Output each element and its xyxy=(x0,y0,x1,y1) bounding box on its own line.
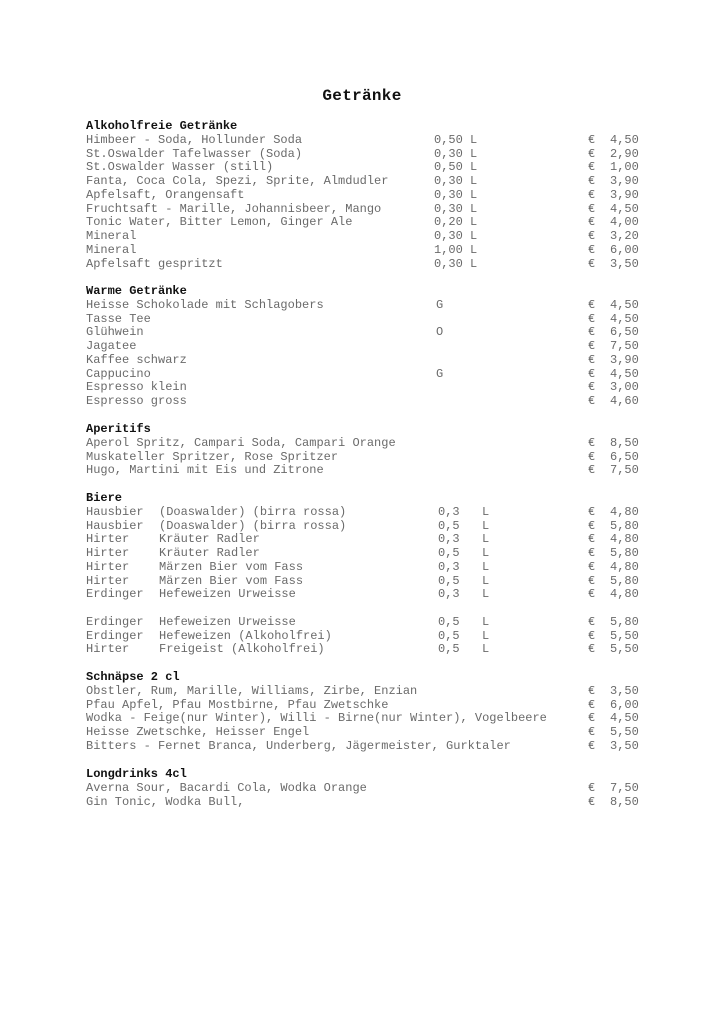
item-price: 4,80 xyxy=(610,532,639,547)
currency-symbol: € xyxy=(588,146,596,161)
currency-symbol: € xyxy=(588,366,596,381)
item-brand: Erdinger xyxy=(86,628,144,643)
menu-item xyxy=(86,299,646,313)
item-name: Heisse Zwetschke, Heisser Engel xyxy=(86,725,310,739)
menu-item xyxy=(86,520,646,534)
item-price: 4,80 xyxy=(610,587,639,602)
menu-item xyxy=(86,533,646,547)
item-price: 5,50 xyxy=(610,642,639,657)
menu-item xyxy=(86,630,646,644)
item-price: 3,20 xyxy=(610,229,639,243)
item-brand: Hirter xyxy=(86,642,130,657)
currency-symbol: € xyxy=(588,794,596,809)
item-brand: Hirter xyxy=(86,573,130,588)
item-volume: 0,30 L xyxy=(434,146,478,161)
item-volume: 0,5 xyxy=(438,642,460,657)
menu-item xyxy=(86,796,646,810)
section-warm xyxy=(86,285,646,409)
currency-symbol: € xyxy=(588,559,596,574)
currency-symbol: € xyxy=(588,463,596,478)
item-volume: 0,50 L xyxy=(434,160,478,175)
currency-symbol: € xyxy=(588,229,596,243)
currency-symbol: € xyxy=(588,380,596,395)
page-title: Getränke xyxy=(322,87,402,105)
item-volume: 0,3 xyxy=(438,587,460,602)
currency-symbol: € xyxy=(588,160,596,175)
item-price: 4,50 xyxy=(610,311,639,326)
item-name: Espresso klein xyxy=(86,380,187,395)
section-heading: Schnäpse 2 cl xyxy=(86,670,180,684)
currency-symbol: € xyxy=(588,546,596,560)
item-brand: Hausbier xyxy=(86,504,144,519)
item-name: Himbeer - Soda, Hollunder Soda xyxy=(86,132,303,147)
menu-item xyxy=(86,395,646,409)
item-price: 5,80 xyxy=(610,518,639,533)
currency-symbol: € xyxy=(588,311,596,326)
section-heading: Aperitifs xyxy=(86,422,151,436)
item-mark: G xyxy=(436,366,444,381)
currency-symbol: € xyxy=(588,780,596,795)
menu-item xyxy=(86,368,646,382)
menu-item xyxy=(86,547,646,561)
item-price: 4,50 xyxy=(610,201,639,216)
menu-item xyxy=(86,740,646,754)
item-name: Glühwein xyxy=(86,325,144,340)
item-name: St.Oswalder Tafelwasser (Soda) xyxy=(86,146,303,161)
item-price: 4,50 xyxy=(610,297,639,312)
menu-item xyxy=(86,782,646,796)
currency-symbol: € xyxy=(588,201,596,216)
item-name: Hefeweizen Urweisse xyxy=(159,587,296,602)
item-name: Bitters - Fernet Branca, Underberg, Jägermeister, Gurktaler xyxy=(86,738,511,753)
item-name: Kräuter Radler xyxy=(159,532,260,547)
item-price: 3,90 xyxy=(610,352,639,367)
currency-symbol: € xyxy=(588,325,596,340)
currency-symbol: € xyxy=(588,435,596,450)
item-volume: 0,30 L xyxy=(434,187,478,202)
menu-item xyxy=(86,313,646,327)
item-unit: L xyxy=(482,587,490,602)
item-name: Hefeweizen Urweisse xyxy=(159,614,296,629)
item-name: Aperol Spritz, Campari Soda, Campari Orange xyxy=(86,435,396,450)
menu-item xyxy=(86,561,646,575)
currency-symbol: € xyxy=(588,449,596,464)
item-price: 4,80 xyxy=(610,559,639,574)
item-name: Cappucino xyxy=(86,366,151,381)
item-brand: Hirter xyxy=(86,559,130,574)
item-brand: Hirter xyxy=(86,532,130,547)
item-price: 3,00 xyxy=(610,380,639,395)
item-name: Tasse Tee xyxy=(86,311,151,326)
menu-item xyxy=(86,575,646,589)
menu-item xyxy=(86,464,646,478)
item-unit: L xyxy=(482,614,490,629)
item-name: St.Oswalder Wasser (still) xyxy=(86,160,274,175)
item-name: Hugo, Martini mit Eis und Zitrone xyxy=(86,463,324,478)
item-price: 6,50 xyxy=(610,325,639,340)
currency-symbol: € xyxy=(588,573,596,588)
currency-symbol: € xyxy=(588,339,596,353)
currency-symbol: € xyxy=(588,187,596,202)
item-name: Mineral xyxy=(86,242,137,257)
item-price: 6,50 xyxy=(610,449,639,464)
item-brand: Hirter xyxy=(86,546,130,560)
menu-item xyxy=(86,340,646,354)
item-price: 3,50 xyxy=(610,738,639,753)
item-price: 2,90 xyxy=(610,146,639,161)
item-volume: 0,3 xyxy=(438,559,460,574)
item-unit: L xyxy=(482,532,490,547)
menu-item xyxy=(86,381,646,395)
item-name: Muskateller Spritzer, Rose Spritzer xyxy=(86,449,339,464)
item-name: Averna Sour, Bacardi Cola, Wodka Orange xyxy=(86,780,367,795)
item-brand: Hausbier xyxy=(86,518,144,533)
item-name: Jagatee xyxy=(86,339,137,353)
section-schnaepse xyxy=(86,671,646,754)
menu-item xyxy=(86,712,646,726)
currency-symbol: € xyxy=(588,215,596,230)
currency-symbol: € xyxy=(588,132,596,147)
item-volume: 0,5 xyxy=(438,628,460,643)
currency-symbol: € xyxy=(588,628,596,643)
menu-item xyxy=(86,189,646,203)
currency-symbol: € xyxy=(588,174,596,188)
menu-item xyxy=(86,451,646,465)
section-aperitifs xyxy=(86,423,646,478)
menu-item xyxy=(86,175,646,189)
item-unit: L xyxy=(482,546,490,560)
item-name: (Doaswalder) (birra rossa) xyxy=(159,518,347,533)
menu-item xyxy=(86,326,646,340)
item-name: Heisse Schokolade mit Schlagobers xyxy=(86,297,324,312)
item-name: Fruchtsaft - Marille, Johannisbeer, Mango xyxy=(86,201,382,216)
menu-item xyxy=(86,258,646,272)
item-volume: 0,30 L xyxy=(434,256,478,271)
item-price: 6,00 xyxy=(610,242,639,257)
item-name: Gin Tonic, Wodka Bull, xyxy=(86,794,245,809)
section-alkoholfrei xyxy=(86,120,646,271)
menu-item xyxy=(86,148,646,162)
item-volume: 0,30 L xyxy=(434,174,478,188)
menu-item xyxy=(86,354,646,368)
item-price: 7,50 xyxy=(610,780,639,795)
menu-item xyxy=(86,244,646,258)
currency-symbol: € xyxy=(588,683,596,698)
item-price: 4,50 xyxy=(610,132,639,147)
item-name: (Doaswalder) (birra rossa) xyxy=(159,504,347,519)
item-price: 1,00 xyxy=(610,160,639,175)
item-name: Obstler, Rum, Marille, Williams, Zirbe, Enzian xyxy=(86,683,418,698)
spacer xyxy=(86,602,646,616)
currency-symbol: € xyxy=(588,297,596,312)
item-price: 8,50 xyxy=(610,794,639,809)
item-name: Fanta, Coca Cola, Spezi, Sprite, Almdudler xyxy=(86,174,389,188)
item-name: Pfau Apfel, Pfau Mostbirne, Pfau Zwetschke xyxy=(86,697,389,712)
section-heading: Biere xyxy=(86,491,123,505)
item-mark: G xyxy=(436,297,444,312)
item-volume: 0,50 L xyxy=(434,132,478,147)
item-unit: L xyxy=(482,642,490,657)
currency-symbol: € xyxy=(588,711,596,726)
menu-item xyxy=(86,699,646,713)
item-price: 5,80 xyxy=(610,546,639,560)
item-name: Apfelsaft, Orangensaft xyxy=(86,187,245,202)
currency-symbol: € xyxy=(588,256,596,271)
currency-symbol: € xyxy=(588,504,596,519)
item-price: 4,50 xyxy=(610,366,639,381)
item-price: 5,50 xyxy=(610,725,639,739)
item-price: 7,50 xyxy=(610,463,639,478)
item-volume: 0,5 xyxy=(438,546,460,560)
menu-item xyxy=(86,588,646,602)
item-volume: 0,3 xyxy=(438,532,460,547)
currency-symbol: € xyxy=(588,697,596,712)
currency-symbol: € xyxy=(588,587,596,602)
item-unit: L xyxy=(482,559,490,574)
section-heading: Longdrinks 4cl xyxy=(86,767,187,781)
item-unit: L xyxy=(482,504,490,519)
item-price: 4,60 xyxy=(610,394,639,408)
item-price: 5,50 xyxy=(610,628,639,643)
menu-item xyxy=(86,643,646,657)
item-mark: O xyxy=(436,325,444,340)
item-price: 3,50 xyxy=(610,683,639,698)
menu-item xyxy=(86,134,646,148)
menu-item xyxy=(86,506,646,520)
item-name: Wodka - Feige(nur Winter), Willi - Birne(nur Winter), Vogelbeere xyxy=(86,711,547,726)
item-volume: 0,3 xyxy=(438,504,460,519)
item-volume: 0,5 xyxy=(438,573,460,588)
item-price: 3,90 xyxy=(610,174,639,188)
item-name: Kräuter Radler xyxy=(159,546,260,560)
item-volume: 1,00 L xyxy=(434,242,478,257)
section-longdrinks xyxy=(86,768,646,809)
currency-symbol: € xyxy=(588,518,596,533)
menu-item xyxy=(86,161,646,175)
menu-item xyxy=(86,216,646,230)
item-name: Freigeist (Alkoholfrei) xyxy=(159,642,325,657)
item-volume: 0,20 L xyxy=(434,215,478,230)
currency-symbol: € xyxy=(588,725,596,739)
menu-item xyxy=(86,685,646,699)
item-name: Espresso gross xyxy=(86,394,187,408)
item-brand: Erdinger xyxy=(86,614,144,629)
item-unit: L xyxy=(482,518,490,533)
item-volume: 0,5 xyxy=(438,518,460,533)
menu-item xyxy=(86,726,646,740)
currency-symbol: € xyxy=(588,738,596,753)
item-price: 6,00 xyxy=(610,697,639,712)
item-price: 3,90 xyxy=(610,187,639,202)
item-price: 5,80 xyxy=(610,614,639,629)
item-price: 3,50 xyxy=(610,256,639,271)
item-price: 5,80 xyxy=(610,573,639,588)
menu-item xyxy=(86,230,646,244)
currency-symbol: € xyxy=(588,394,596,408)
section-heading: Warme Getränke xyxy=(86,284,187,298)
item-price: 7,50 xyxy=(610,339,639,353)
item-volume: 0,30 L xyxy=(434,201,478,216)
item-name: Märzen Bier vom Fass xyxy=(159,573,304,588)
item-name: Hefeweizen (Alkoholfrei) xyxy=(159,628,332,643)
currency-symbol: € xyxy=(588,242,596,257)
item-brand: Erdinger xyxy=(86,587,144,602)
currency-symbol: € xyxy=(588,532,596,547)
item-price: 4,50 xyxy=(610,711,639,726)
section-heading: Alkoholfreie Getränke xyxy=(86,119,238,133)
item-volume: 0,30 L xyxy=(434,229,478,243)
item-name: Tonic Water, Bitter Lemon, Ginger Ale xyxy=(86,215,353,230)
item-name: Märzen Bier vom Fass xyxy=(159,559,304,574)
menu-item xyxy=(86,203,646,217)
currency-symbol: € xyxy=(588,614,596,629)
menu-item xyxy=(86,616,646,630)
item-name: Mineral xyxy=(86,229,137,243)
item-unit: L xyxy=(482,628,490,643)
item-unit: L xyxy=(482,573,490,588)
currency-symbol: € xyxy=(588,642,596,657)
menu-item xyxy=(86,437,646,451)
item-name: Apfelsaft gespritzt xyxy=(86,256,223,271)
item-price: 4,80 xyxy=(610,504,639,519)
item-price: 8,50 xyxy=(610,435,639,450)
section-biere xyxy=(86,492,646,657)
item-volume: 0,5 xyxy=(438,614,460,629)
currency-symbol: € xyxy=(588,352,596,367)
item-name: Kaffee schwarz xyxy=(86,352,187,367)
item-price: 4,00 xyxy=(610,215,639,230)
